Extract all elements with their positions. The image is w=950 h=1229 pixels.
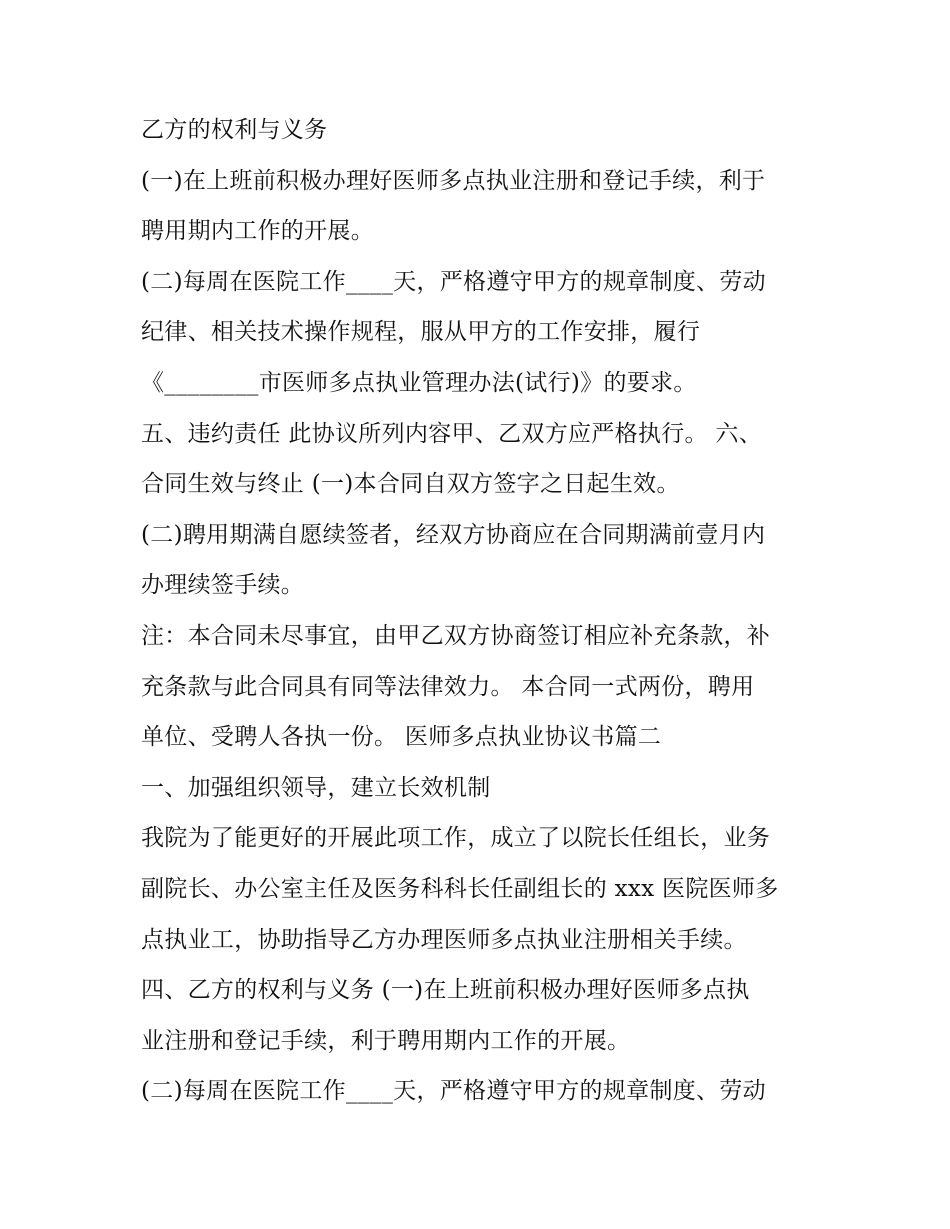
text-line: 《________市医师多点执业管理办法(试行)》的要求。 [141,369,697,396]
document-body [141,108,821,1120]
text-line: 一、加强组织领导，建立长效机制 [141,774,491,801]
text-line: (二)每周在医院工作____天，严格遵守甲方的规章制度、劳动 [141,268,766,295]
text-line: (二)每周在医院工作____天，严格遵守甲方的规章制度、劳动 [141,1078,766,1105]
text-line: 单位、受聘人各执一份。 医师多点执业协议书篇二 [141,724,662,751]
text-line: 点执业工，协助指导乙方办理医师多点执业注册相关手续。 [141,926,747,953]
text-line: 办理续签手续。 [141,572,305,599]
text-line: 纪律、相关技术操作规程，服从甲方的工作安排，履行 [141,319,701,346]
text-line: 充条款与此合同具有同等法律效力。 本合同一式两份，聘用 [141,673,755,700]
text-line: 聘用期内工作的开展。 [141,218,374,245]
text-line: (一)在上班前积极办理好医师多点执业注册和登记手续，利于 [141,167,766,194]
text-line: 副院长、办公室主任及医务科科长任副组长的 xxx 医院医师多 [141,875,779,902]
text-line: 乙方的权利与义务 [141,117,328,143]
text-line: 业注册和登记手续，利于聘用期内工作的开展。 [141,1027,631,1054]
text-line: 我院为了能更好的开展此项工作，成立了以院长任组长，业务 [141,825,771,852]
text-line: 合同生效与终止 (一)本合同自双方签字之日起生效。 [141,471,680,498]
text-line: 注：本合同未尽事宜，由甲乙双方协商签订相应补充条款，补 [141,622,771,649]
text-line: 五、违约责任 此协议所列内容甲、乙双方应严格执行。 六、 [141,420,763,447]
text-line: (二)聘用期满自愿续签者，经双方协商应在合同期满前壹月内 [141,521,766,548]
text-line: 四、乙方的权利与义务 (一)在上班前积极办理好医师多点执 [141,977,750,1004]
